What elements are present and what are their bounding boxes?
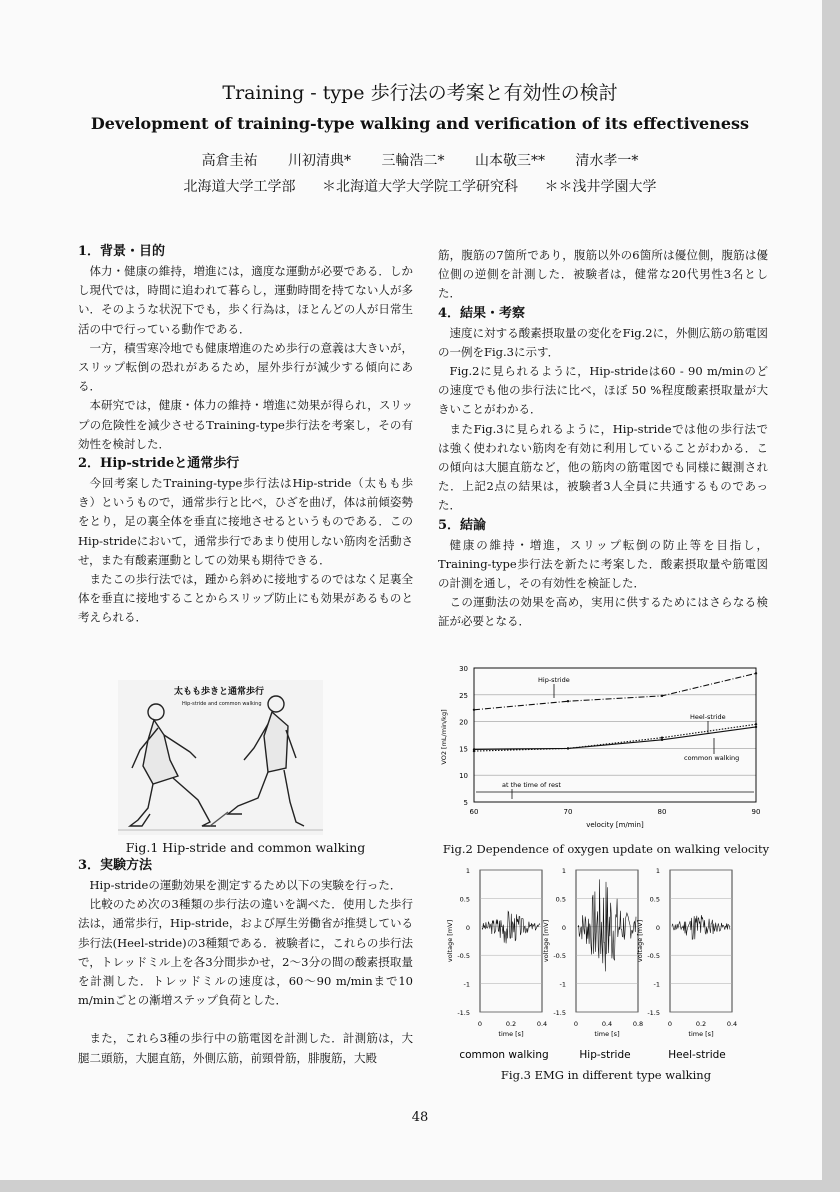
affiliation-list: 北海道大学工学部 ＊北海道大学大学院工学研究科 ＊＊浅井学園大学: [183, 179, 657, 195]
paragraph: この運動法の効果を高め，実用に供するためにはさらなる検証が必要となる．: [438, 595, 768, 629]
page-number: 48: [411, 1110, 429, 1125]
emg-panel-hipstride: [542, 867, 643, 1038]
fig2-oxygen-chart: [436, 662, 772, 834]
emg-trace: [578, 879, 636, 971]
emg-ytick-label: 1: [561, 867, 566, 875]
fig2-ytick-label: 10: [459, 772, 468, 781]
emg-frame: [480, 870, 542, 1012]
emg-ylabel: voltage [mV]: [542, 919, 550, 963]
section-heading-method: 3．実験方法: [78, 858, 153, 873]
emg-trace: [672, 915, 730, 939]
paragraph: またFig.3に見られるように，Hip-strideでは他の歩行法では強く使われない筋肉を有効に利用していることがわかる．この傾向は大腿直筋など，他の筋肉の筋電図でも同様に観測された．上記2点の結果は，被験者3人全員に共通するものであった．: [438, 421, 768, 513]
fig2-annotation-common: common walking: [684, 754, 740, 762]
paragraph: 一方，積雪寒冷地でも健康増進のため歩行の意義は大きいが，スリップ転倒の恐れがあるため，屋外歩行が減少する傾向にある．: [78, 340, 413, 394]
emg-ytick-label: 0.5: [459, 895, 470, 904]
fig3-caption: Fig.3 EMG in different type walking: [500, 1068, 712, 1082]
emg-ytick-label: 0.5: [649, 895, 660, 904]
fig3-emg-panels: [438, 862, 778, 1068]
paragraph: また，これら3種の歩行中の筋電図を計測した．計測筋は，大腿二頭筋，大腿直筋，外側広筋，前頸骨筋，腓腹筋，大殿: [78, 1031, 413, 1065]
fig3-panel-label-common: common walking: [459, 1049, 549, 1061]
fig1-inner-title: 太もも歩きと通常歩行: [174, 687, 265, 697]
emg-ytick-label: 0: [465, 923, 470, 932]
emg-xlabel: time [s]: [688, 1030, 714, 1038]
section-heading-conclusion: 5．結論: [438, 517, 487, 533]
paragraph: 本研究では，健康・体力の維持・増進に効果が得られ，スリップの危険性を減少させるTraining-type歩行法を考案し，その有効性を検討した．: [78, 398, 413, 451]
emg-xtick-label: 0.2: [695, 1020, 707, 1028]
fig1-walking-illustration: [118, 680, 323, 835]
emg-ytick-label: -0.5: [553, 952, 566, 961]
fig2-ytick-label: 30: [459, 665, 468, 673]
fig2-point: [567, 700, 569, 702]
emg-ytick-label: 0: [561, 923, 566, 932]
scan-edge-bottom: [0, 1180, 840, 1192]
fig2-point: [661, 736, 663, 738]
fig2-ylabel: VO2 [mL/min/kg]: [440, 709, 448, 765]
emg-xtick-label: 0: [667, 1020, 673, 1028]
fig2-caption: Fig.2 Dependence of oxygen update on walking velocity: [442, 842, 770, 856]
paragraph: 比較のため次の3種類の歩行法の違いを調べた．使用した歩行法は，通常歩行，Hip-stride，および厚生労働省が推奨している歩行法(Heel-stride)の3種類である．被験者に，これらの歩行法で，トレッドミル上を各3分間歩かせ，2～3分の間の酸素摂取量を計測した．トレッドミルの速度は，60～90 m/minまで10 m/minごとの漸増ステップ負荷とした．: [78, 897, 413, 1008]
fig2-ytick-label: 25: [459, 691, 468, 700]
fig3-panel-label-hipstride: Hip-stride: [579, 1049, 631, 1061]
emg-ytick-label: -0.5: [457, 952, 470, 961]
fig2-xtick-label: 60: [469, 808, 479, 816]
emg-xtick-label: 0.2: [505, 1020, 517, 1028]
fig1-inner-subtitle: Hip-stride and common walking: [182, 701, 262, 707]
author-list: 高倉圭祐 川初清典* 三輪浩二* 山本敬三** 清水孝一*: [201, 153, 639, 169]
left-column-top: [78, 242, 413, 628]
section-heading-results: 4．結果・考察: [438, 305, 526, 321]
fig2-ytick-label: 20: [459, 718, 468, 727]
emg-ytick-label: -1: [463, 980, 470, 989]
emg-ytick-label: -1: [559, 980, 566, 989]
paragraph: Fig.2に見られるように，Hip-strideは60 - 90 m/minのどの速度でも他の歩行法に比べ，ほぼ 50 %程度酸素摂取量が大きいことがわかる．: [438, 364, 768, 417]
emg-ytick-label: 0: [655, 923, 660, 932]
fig2-annotation-heelstride: Heel-stride: [690, 713, 726, 721]
emg-xtick-label: 0.4: [726, 1020, 738, 1028]
fig2-point: [567, 747, 569, 749]
fig2-point: [755, 723, 757, 725]
emg-xlabel: time [s]: [594, 1030, 620, 1038]
paragraph: 健康の維持・増進，スリップ転倒の防止等を目指し，Training-type歩行法を新たに考案した．酸素摂取量や筋電図の計測を通し，その有効性を検証した．: [438, 537, 768, 591]
emg-xlabel: time [s]: [498, 1030, 524, 1038]
emg-panel-heelstride: [636, 867, 737, 1038]
emg-ytick-label: 0.5: [555, 895, 566, 904]
emg-ylabel: voltage [mV]: [636, 919, 644, 963]
emg-ytick-label: -1: [653, 980, 660, 989]
fig2-point: [755, 726, 757, 728]
fig2-xtick-label: 90: [751, 808, 761, 816]
emg-ytick-label: 1: [655, 867, 660, 875]
emg-xtick-label: 0.8: [632, 1020, 644, 1028]
fig2-xtick-label: 80: [657, 808, 667, 816]
fig2-ytick-label: 5: [463, 799, 468, 807]
fig2-xtick-label: 70: [563, 808, 573, 816]
emg-trace: [482, 911, 540, 943]
fig2-point: [661, 739, 663, 741]
emg-ytick-label: -0.5: [647, 952, 660, 961]
emg-xtick-label: 0: [477, 1020, 483, 1028]
fig2-point: [473, 709, 475, 711]
paper-title-japanese: Training - type 歩行法の考案と有効性の検討: [222, 82, 618, 104]
emg-ylabel: voltage [mV]: [446, 919, 454, 963]
section-heading-background: 1．背景・目的: [78, 244, 166, 259]
paragraph: 筋，腹筋の7箇所であり，腹筋以外の6箇所は優位側，腹筋は優位側の逆側を計測した．被験者は，健常な20代男性3名とした．: [438, 248, 768, 301]
fig2-point: [473, 748, 475, 750]
emg-xtick-label: 0: [573, 1020, 579, 1028]
paragraph: 今回考案したTraining-type歩行法はHip-stride（太もも歩き）というもので，通常歩行と比べ，ひざを曲げ，体は前傾姿勢をとり，足の裏全体を垂直に接地させるというものである．このHip-strideにおいて，通常歩行であまり使用しない筋肉を活動させ，また有酸素運動としての効果も期待できる．: [78, 476, 413, 567]
emg-panel-common: [446, 867, 547, 1038]
paragraph: 体力・健康の維持，増進には，適度な運動が必要である．しかし現代では，時間に追われて暮らし，運動時間を持てない人が多い．そのような状況下でも，歩く行為は，ほとんどの人が日常生活の中で行っている動作である．: [78, 264, 413, 336]
fig2-point: [755, 672, 757, 674]
paper-title-english: Development of training-type walking and verification of its effectiveness: [90, 114, 750, 133]
emg-ytick-label: -1.5: [457, 1009, 470, 1017]
emg-ytick-label: -1.5: [647, 1009, 660, 1017]
fig1-caption: Fig.1 Hip-stride and common walking: [125, 840, 366, 855]
fig2-point: [661, 695, 663, 697]
paragraph: Hip-strideの運動効果を測定するため以下の実験を行った．: [89, 878, 402, 892]
scan-edge-right: [822, 0, 840, 1192]
paragraph: 速度に対する酸素摂取量の変化をFig.2に，外側広筋の筋電図の一例をFig.3に示す．: [438, 325, 768, 359]
fig2-annotation-hipstride: Hip-stride: [538, 676, 570, 684]
emg-xtick-label: 0.4: [536, 1020, 548, 1028]
paragraph: またこの歩行法では，踵から斜めに接地するのではなく足裏全体を垂直に接地することからスリップ防止にも効果があるものと考えられる．: [78, 572, 413, 625]
fig2-xlabel: velocity [m/min]: [586, 821, 644, 829]
fig3-panel-label-heelstride: Heel-stride: [668, 1049, 726, 1061]
fig2-ytick-label: 15: [459, 745, 468, 754]
right-column-top: [438, 246, 768, 632]
emg-ytick-label: 1: [465, 867, 470, 875]
left-column-bottom: [78, 856, 413, 1068]
emg-ytick-label: -1.5: [553, 1009, 566, 1017]
emg-xtick-label: 0.4: [601, 1020, 613, 1028]
section-heading-hipstride: 2．Hip-strideと通常歩行: [78, 456, 240, 472]
emg-frame: [670, 870, 732, 1012]
fig2-series-hip-stride: [474, 673, 756, 709]
fig2-annotation-rest: at the time of rest: [502, 781, 561, 789]
